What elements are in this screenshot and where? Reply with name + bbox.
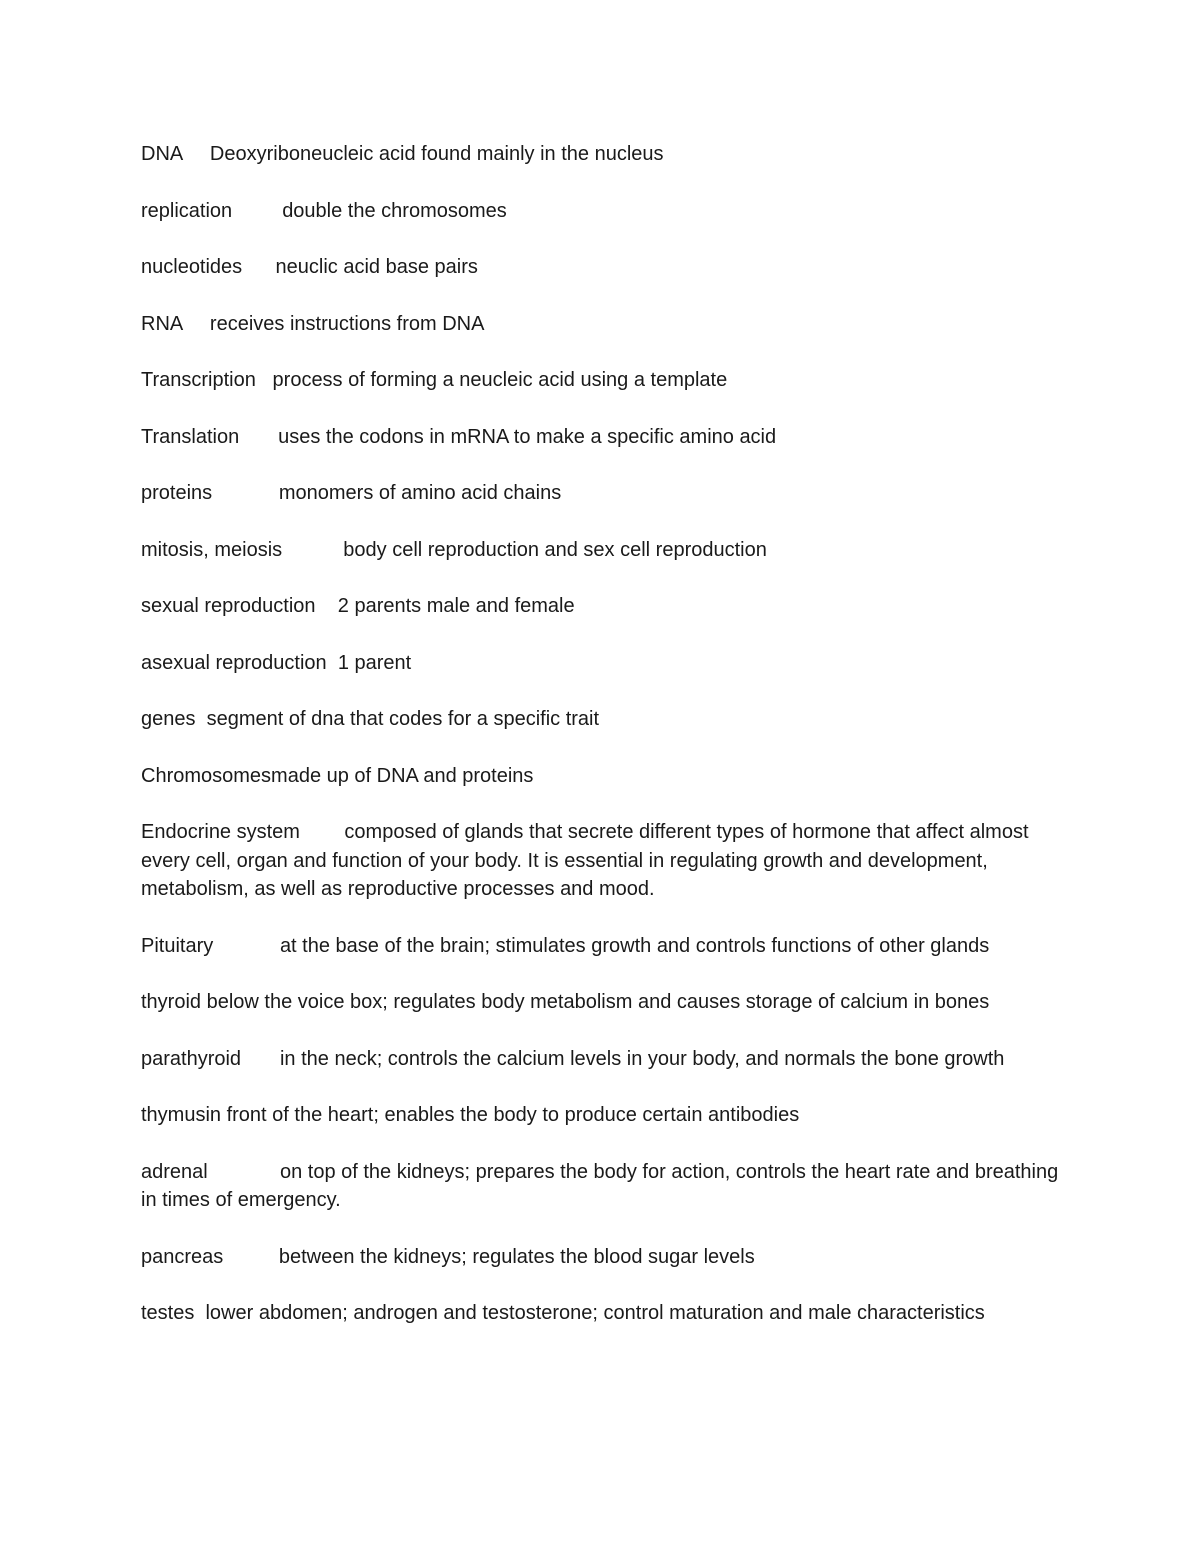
entry-definition: double the chromosomes xyxy=(282,199,507,222)
entry-gap xyxy=(212,482,279,504)
entry-definition: process of forming a neucleic acid using a template xyxy=(272,369,728,391)
entry-term: nucleotides xyxy=(141,256,243,278)
entry-definition: made up of DNA and proteins xyxy=(271,764,534,787)
entry-gap xyxy=(242,256,275,278)
entry-definition: below the voice box; regulates body metabolism and causes storage of calcium in bones xyxy=(206,991,990,1013)
entry-definition: body cell reproduction and sex cell reproduction xyxy=(343,538,767,561)
glossary-entry xyxy=(141,818,1061,904)
entry-term: Translation xyxy=(141,425,240,448)
entry-definition: Deoxyriboneucleic acid found mainly in the nucleus xyxy=(209,143,664,165)
entry-gap xyxy=(316,595,338,617)
entry-term: testes xyxy=(141,1302,195,1324)
glossary-entry xyxy=(141,988,1061,1017)
glossary-entry xyxy=(141,310,1061,339)
entry-gap xyxy=(208,1161,280,1183)
entry-gap xyxy=(282,539,343,561)
glossary-entry xyxy=(141,762,1061,791)
entry-term: Endocrine system xyxy=(141,821,300,843)
entry-gap xyxy=(213,935,280,957)
glossary-entry xyxy=(141,140,1061,169)
entry-gap xyxy=(223,1246,279,1268)
entry-term: thymus xyxy=(141,1104,206,1126)
entry-term: Pituitary xyxy=(141,934,214,957)
glossary-entry xyxy=(141,649,1061,678)
entry-term: adrenal xyxy=(141,1160,208,1183)
entry-definition: neuclic acid base pairs xyxy=(275,256,478,278)
entry-definition: 2 parents male and female xyxy=(337,595,575,617)
entry-definition: at the base of the brain; stimulates growth and controls functions of other glands xyxy=(279,934,990,957)
entry-term: Transcription xyxy=(141,369,256,391)
entry-gap xyxy=(182,313,210,335)
entry-term: replication xyxy=(141,199,233,222)
entry-gap xyxy=(239,426,278,448)
entry-term: genes xyxy=(141,708,196,730)
glossary-entry xyxy=(141,1299,1061,1328)
entry-term: sexual reproduction xyxy=(141,595,316,617)
entry-definition: on top of the kidneys; prepares the body for action, controls the heart rate and breathing in times of emergency. xyxy=(141,1160,1064,1211)
entry-definition: composed of glands that secrete different types of hormone that affect almost every cell, organ and function of your body. It is essential in regulating growth and development, metabolism, as well as reproductive processes and mood. xyxy=(141,821,1035,900)
entry-definition: receives instructions from DNA xyxy=(209,312,485,335)
entry-gap xyxy=(182,143,210,165)
entry-term: mitosis, meiosis xyxy=(141,538,283,561)
glossary-entry xyxy=(141,536,1061,565)
glossary-entry xyxy=(141,1243,1061,1272)
glossary-entry xyxy=(141,592,1061,621)
entry-definition: in the neck; controls the calcium levels in your body, and normals the bone growth xyxy=(279,1047,1005,1070)
entry-definition: 1 parent xyxy=(337,651,412,674)
entry-term: proteins xyxy=(141,482,213,504)
entry-definition: uses the codons in mRNA to make a specific amino acid xyxy=(278,425,777,448)
entry-term: Chromosomes xyxy=(141,764,272,787)
entry-gap xyxy=(232,200,282,222)
entry-term: DNA xyxy=(141,143,183,165)
glossary-entry xyxy=(141,1158,1064,1215)
entry-gap xyxy=(241,1048,280,1070)
entry-term: pancreas xyxy=(141,1245,224,1268)
entry-gap xyxy=(256,369,273,391)
entry-term: thyroid xyxy=(141,991,202,1013)
entry-definition: in front of the heart; enables the body to produce certain antibodies xyxy=(205,1104,800,1126)
entry-term: asexual reproduction xyxy=(141,651,327,674)
glossary-entry xyxy=(141,479,1061,508)
entry-definition: segment of dna that codes for a specific trait xyxy=(206,708,600,730)
glossary-entry xyxy=(141,253,1061,282)
entry-term: RNA xyxy=(141,312,183,335)
glossary-entry xyxy=(141,423,1061,452)
entry-definition: lower abdomen; androgen and testosterone; control maturation and male characteristics xyxy=(205,1302,985,1324)
entry-gap xyxy=(194,1302,205,1324)
entry-definition: between the kidneys; regulates the blood sugar levels xyxy=(278,1245,755,1268)
entry-gap xyxy=(196,708,207,730)
glossary-entry xyxy=(141,366,1061,395)
glossary-entry xyxy=(141,1101,1061,1130)
entry-term: parathyroid xyxy=(141,1047,242,1070)
glossary-entry xyxy=(141,705,1061,734)
entry-definition: monomers of amino acid chains xyxy=(278,482,562,504)
glossary-list xyxy=(141,140,1064,1356)
entry-gap xyxy=(327,652,338,674)
glossary-entry xyxy=(141,932,1061,961)
entry-gap xyxy=(300,821,344,843)
glossary-entry xyxy=(141,1045,1061,1074)
glossary-entry xyxy=(141,197,1061,226)
